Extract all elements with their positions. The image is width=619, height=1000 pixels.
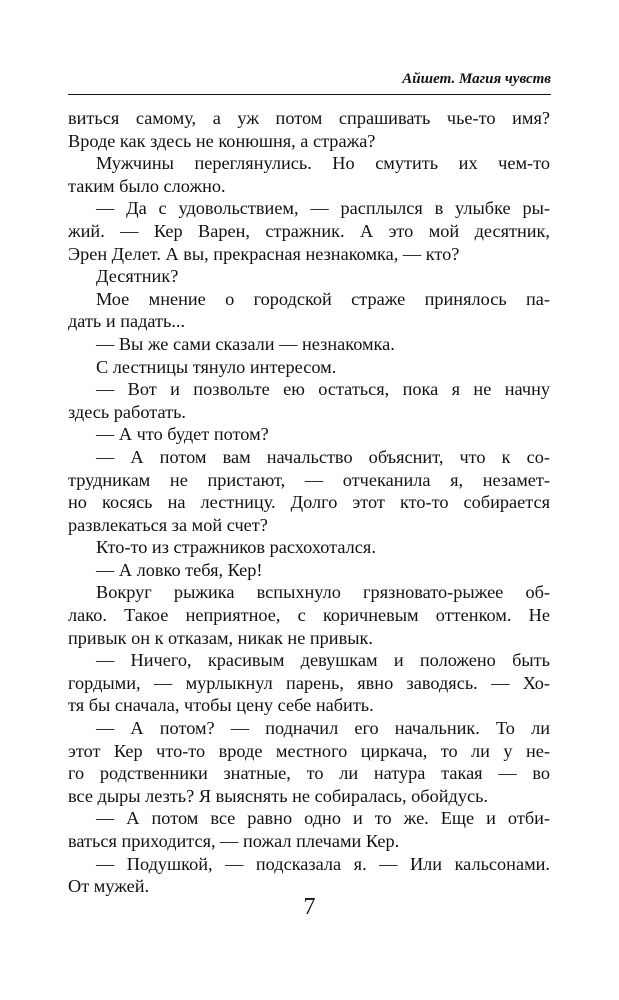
- text-line: жий. — Кер Варен, стражник. А это мой десятник,: [68, 220, 550, 241]
- body-text: [68, 107, 550, 898]
- text-line: Вокруг рыжика вспыхнуло грязновато-рыжее об-: [96, 582, 550, 603]
- text-line: привык он к отказам, никак не привык.: [68, 627, 373, 648]
- text-line: Кто-то из стражников расхохотался.: [96, 537, 376, 558]
- page-number: 7: [303, 894, 316, 920]
- text-line: — Вот и позвольте ею остаться, пока я не начну: [96, 379, 550, 400]
- text-line: Десятник?: [96, 266, 179, 287]
- text-line: Мужчины переглянулись. Но смутить их чем-то: [96, 153, 550, 174]
- text-line: — А что будет потом?: [96, 424, 269, 445]
- header-rule: [68, 94, 551, 95]
- text-line: все дыры лезть? Я выяснять не собиралась, обойдусь.: [68, 785, 488, 806]
- text-line: — А потом все равно одно и то же. Еще и отби-: [96, 808, 550, 829]
- text-line: — А потом вам начальство объяснит, что к со-: [96, 446, 550, 467]
- running-head: Айшет. Магия чувств: [402, 71, 551, 87]
- text-line: — Ничего, красивым девушкам и положено быть: [96, 650, 550, 671]
- text-line: — Вы же сами сказали — незнакомка.: [96, 333, 395, 354]
- text-line: таким было сложно.: [68, 175, 226, 196]
- text-line: лако. Такое неприятное, с коричневым оттенком. Не: [68, 605, 550, 626]
- text-line: виться самому, а уж потом спрашивать чье-то имя?: [68, 108, 550, 128]
- text-line: — А потом? — подначил его начальник. То ли: [96, 718, 550, 739]
- text-line: дать и падать...: [68, 311, 186, 332]
- text-line: тя бы сначала, чтобы цену себе набить.: [68, 695, 374, 716]
- text-line: этот Кер что-то вроде местного циркача, то ли у не-: [68, 740, 550, 761]
- text-line: развлекаться за мой счет?: [68, 514, 268, 535]
- text-line: но косясь на лестницу. Долго этот кто-то собирается: [68, 492, 550, 513]
- text-line: — Да с удовольствием, — расплылся в улыбке ры-: [96, 198, 550, 219]
- text-line: Мое мнение о городской страже принялось па-: [96, 288, 550, 309]
- text-line: трудникам не пристают, — отчеканила я, незамет-: [68, 469, 550, 490]
- text-line: С лестницы тянуло интересом.: [96, 356, 337, 377]
- text-line: Вроде как здесь не конюшня, а стража?: [68, 130, 376, 151]
- text-line: гордыми, — мурлыкнул парень, явно заводясь. — Хо-: [68, 672, 550, 693]
- text-line: Эрен Делет. А вы, прекрасная незнакомка, — кто?: [68, 243, 460, 264]
- text-line: здесь работать.: [68, 401, 186, 422]
- text-line: — Подушкой, — подсказала я. — Или кальсонами.: [96, 853, 550, 874]
- text-line: го родственники знатные, то ли натура такая — во: [68, 763, 550, 784]
- text-line: — А ловко тебя, Кер!: [96, 559, 263, 580]
- text-line: ваться приходится, — пожал плечами Кер.: [68, 831, 400, 851]
- text-line: От мужей.: [68, 876, 150, 897]
